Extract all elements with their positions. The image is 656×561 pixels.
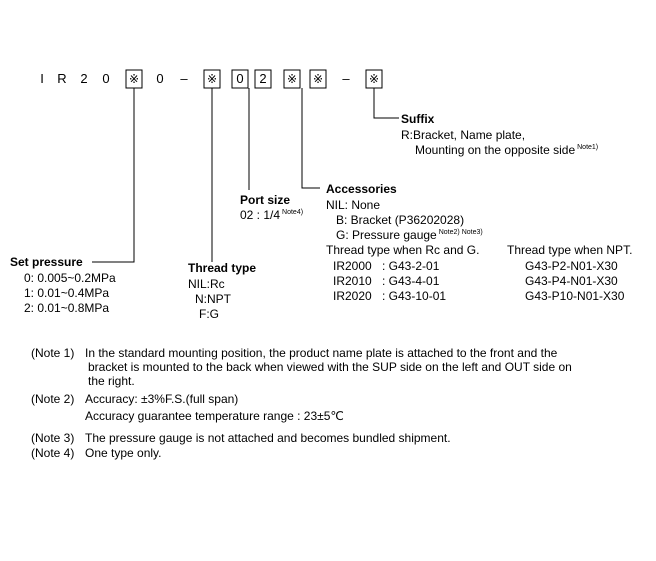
thread-type-option: NIL:Rc [188,277,225,291]
note-4 [31,446,641,460]
code-char: R [57,71,67,86]
accessory-row-npt: G43-P2-N01-X30 [525,259,618,273]
set-pressure-option: 0: 0.005~0.2MPa [24,271,116,285]
model-code [40,70,382,88]
accessory-row-rc: : G43-10-01 [382,289,447,303]
thread-type-option: N:NPT [195,292,231,306]
leader-set-pressure [92,88,134,262]
note-1-text: In the standard mounting position, the product name plate is attached to the front and the [85,346,558,360]
note-1-text: the right. [88,374,135,388]
accessory-row-model: IR2000 [333,259,372,273]
code-char: 2 [259,71,267,86]
code-char: 0 [236,71,244,86]
thread-npt-header: Thread type when NPT. [507,243,633,257]
accessory-row-model: IR2020 [333,289,372,303]
note1-marker: Note1) [577,144,599,151]
note-4-text: One type only. [85,446,162,460]
accessory-row-npt: G43-P4-N01-X30 [525,274,618,288]
set-pressure-title: Set pressure [10,255,83,269]
port-size-title: Port size [240,193,291,207]
note-2-temperature: Accuracy guarantee temperature range : 23±5℃ [85,409,344,423]
note-4-label: (Note 4) [31,446,75,460]
suffix-bracket-nameplate: R:Bracket, Name plate, [401,128,526,142]
accessory-row-rc: : G43-4-01 [382,274,440,288]
note2-note3-marker: Note2) Note3) [438,229,483,236]
code-option-mark: ※ [368,72,380,86]
note-1-text: bracket is mounted to the back when viewed with the SUP side on the left and OUT side on [88,360,572,374]
note-1 [31,346,641,388]
set-pressure-option: 1: 0.01~0.4MPa [24,286,110,300]
code-option-mark: ※ [128,72,140,86]
thread-rc-g-header: Thread type when Rc and G. [326,243,480,257]
code-char: 0 [102,71,110,86]
code-char: 0 [156,71,164,86]
accessories-title: Accessories [326,182,397,196]
note-2-label: (Note 2) [31,392,75,406]
note-3-text: The pressure gauge is not attached and becomes bundled shipment. [85,431,451,445]
thread-type-option: F:G [199,307,219,321]
code-char: – [180,71,188,86]
code-option-mark: ※ [286,72,298,86]
suffix-title: Suffix [401,112,435,126]
port-size-value: 02 : 1/4 $^{Note4)}$ [240,208,304,222]
note4-marker: Note4) [282,209,304,216]
thread-type-title: Thread type [188,261,257,275]
accessory-row-model: IR2010 [333,274,372,288]
note-3 [31,431,641,445]
code-char: I [40,71,44,86]
leader-accessories [302,88,320,188]
code-option-mark: ※ [312,72,324,86]
note-2-accuracy: Accuracy: ±3%F.S.(full span) [85,392,239,406]
note-1-label: (Note 1) [31,346,75,360]
code-char: – [342,71,350,86]
note-2 [31,392,641,423]
accessory-pressure-gauge: G: Pressure gauge $^{Note2) Note3)}$ [336,228,483,242]
code-char: 2 [80,71,88,86]
accessory-none: NIL: None [326,198,381,212]
accessory-row-rc: : G43-2-01 [382,259,440,273]
suffix-opposite-mounting: Mounting on the opposite side $^{Note1)}$ [415,143,599,157]
code-option-mark: ※ [206,72,218,86]
accessory-bracket: B: Bracket (P36202028) [336,213,465,227]
leader-suffix [374,88,399,118]
accessory-row-npt: G43-P10-N01-X30 [525,289,625,303]
set-pressure-option: 2: 0.01~0.8MPa [24,301,110,315]
note-3-label: (Note 3) [31,431,75,445]
